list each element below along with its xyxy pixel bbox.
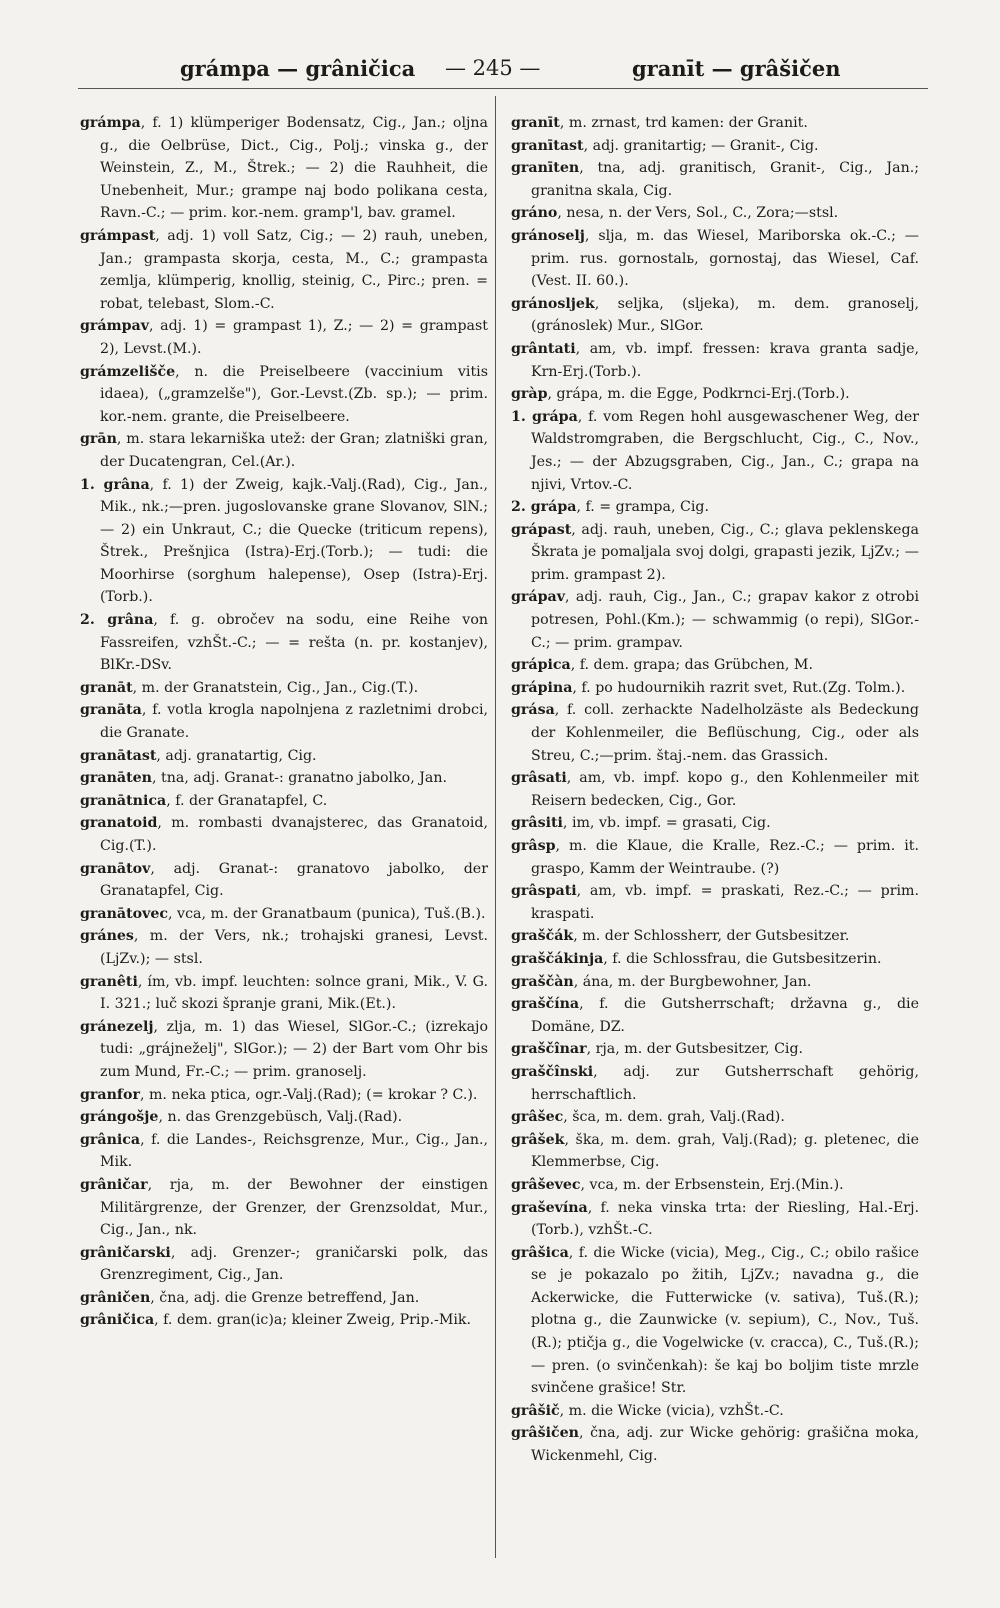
dictionary-entry: [80, 1242, 488, 1287]
entry-headword: gránoselj: [511, 227, 585, 244]
dictionary-entry: [80, 361, 488, 429]
dictionary-entry: [511, 1400, 919, 1423]
entry-body: , adj. 1) voll Satz, Cig.; — 2) rauh, uneben, Jan.; grampasta skorja, cesta, M., C.; grampasta zemlja, klümperig, knollig, steinig, C., Pirc.; pren. = robat, telebast, Slom.-C.: [100, 227, 488, 312]
dictionary-entry: [511, 677, 919, 700]
entry-body: , f. die Wicke (vicia), Meg., Cig., C.; obilo rašice se je pokazalo po žitih, LjZv.; navadna g., die Ackerwicke, die Futterwicke (v. sativa), Tuš.(R.); plotna g., die Zaunwicke (v. sepium), C., Nov., Tuš.(R.); ptičja g., die Vogelwicke (v. cracca), C., Tuš.(R.); — pren. (o svinčenkah): še kaj bo boljim tiste mrzle svinčene grašice! Str.: [531, 1244, 919, 1397]
entry-headword: gránosljek: [511, 295, 595, 312]
entry-headword: grápina: [511, 679, 573, 696]
entry-body: , f. coll. zerhackte Nadelholzäste als Bedeckung der Kohlenmeiler, die Beflüschung, Cig., oder als Streu, C.;—prim. štaj.-nem. das Grassich.: [531, 702, 919, 764]
dictionary-entry: [511, 699, 919, 767]
entry-headword: graščînski: [511, 1063, 594, 1080]
entry-body: , m. der Vers, nk.; trohajski granesi, Levst.(LjZv.); — stsl.: [100, 928, 488, 967]
entry-body: , adj. granitartig; — Granit-, Cig.: [583, 137, 819, 154]
entry-headword: grâševec: [511, 1176, 581, 1193]
entry-headword: granāta: [80, 702, 142, 719]
entry-headword: graščàn: [511, 973, 574, 990]
dictionary-entry: [511, 880, 919, 925]
dictionary-entry: [80, 1287, 488, 1310]
entry-headword: grâšek: [511, 1131, 565, 1148]
entry-headword: 2. grâna: [80, 612, 154, 629]
dictionary-entry: [511, 1174, 919, 1197]
entry-body: , am, vb. impf. kopo g., den Kohlenmeiler mit Reisern bedecken, Cig., Gor.: [531, 770, 919, 809]
entry-body: , im, vb. impf. = grasati, Cig.: [562, 815, 771, 832]
dictionary-entry: [511, 586, 919, 654]
entry-body: , nesa, n. der Vers, Sol., C., Zora;—stsl.: [557, 205, 839, 222]
dictionary-entry: [80, 1174, 488, 1242]
dictionary-entry: [80, 428, 488, 473]
entry-headword: grámpa: [80, 115, 141, 131]
entry-body: , f. der Granatapfel, C.: [166, 792, 328, 809]
dictionary-entry: [80, 971, 488, 1016]
dictionary-entry: [80, 745, 488, 768]
dictionary-entry: [80, 677, 488, 700]
entry-headword: grâsati: [511, 770, 567, 787]
entry-headword: 2. grápa: [511, 499, 577, 516]
entry-body: , m. zrnast, trd kamen: der Granit.: [559, 115, 808, 131]
dictionary-entry: [80, 790, 488, 813]
entry-body: , f. dem. grapa; das Grübchen, M.: [570, 657, 813, 674]
entry-body: , f. 1) der Zweig, kajk.-Valj.(Rad), Cig., Jan., Mik., nk.;—pren. jugoslovanske grane Slovanov, SlN.; — 2) ein Unkraut, C.; die Quecke (triticum repens), Štrek., Prešnjica (Istra)-Erj.(Torb.); — tudi: die Moorhirse (sorghum halepense), Osep (Istra)-Erj.(Torb.).: [100, 476, 488, 606]
entry-body: , adj. Grenzer-; graničarski polk, das Grenzregiment, Cig., Jan.: [100, 1244, 488, 1284]
dictionary-entry: [511, 496, 919, 519]
entry-headword: 1. grápa: [511, 408, 578, 425]
entry-body: , slja, m. das Wiesel, Mariborska ok.-C.; — prim. rus. gornostalь, gornostaj, das Wiesel, Caf.(Vest. II. 60.).: [531, 227, 919, 290]
entry-body: , zlja, m. 1) das Wiesel, SlGor.-C.; (izrekajo tudi: „grájneželj", SlGor.); — 2) der Bart vom Ohr bis zum Mund, Fr.-C.; — prim. granoselj.: [100, 1018, 488, 1080]
entry-body: , f. neka vinska trta: der Riesling, Hal.-Erj.(Torb.), vzhŠt.-C.: [531, 1199, 919, 1239]
dictionary-entry: [511, 157, 919, 202]
dictionary-entry: [511, 925, 919, 948]
entry-body: , adj. zur Gutsherrschaft gehörig, herrschaftlich.: [531, 1063, 919, 1103]
entry-body: , seljka, (sljeka), m. dem. granoselj, (gránoslek) Mur., SlGor.: [531, 295, 919, 335]
entry-body: , adj. Granat-: granatovo jabolko, der Granatapfel, Cig.: [100, 860, 488, 900]
entry-body: , rja, m. der Bewohner der einstigen Militärgrenze, der Grenzer, der Grenzsoldat, Mur., Cig., Jan., nk.: [100, 1176, 488, 1239]
entry-headword: graševína: [511, 1199, 588, 1216]
entry-headword: grâničica: [80, 1312, 155, 1329]
entry-headword: grámzelišče: [80, 363, 176, 380]
entry-body: , am, vb. impf. = praskati, Rez.-C.; — prim. kraspati.: [531, 883, 919, 922]
dictionary-entry: [80, 699, 488, 744]
dictionary-entry: [80, 315, 488, 360]
entry-body: , m. die Wicke (vicia), vzhŠt.-C.: [559, 1402, 784, 1419]
entry-body: , rja, m. der Gutsbesitzer, Cig.: [586, 1041, 804, 1058]
dictionary-entry: [80, 903, 488, 926]
entry-headword: granfor: [80, 1086, 140, 1103]
dictionary-entry: [511, 293, 919, 338]
entry-body: , adj. granatartig, Cig.: [156, 747, 317, 764]
entry-headword: grâšičen: [511, 1425, 579, 1442]
entry-headword: gránezelj: [80, 1018, 154, 1035]
dictionary-entry: [511, 338, 919, 383]
entry-body: , tna, adj. granitisch, Granit-, Cig., Jan.; granitna skala, Cig.: [531, 160, 919, 199]
entry-body: , n. das Grenzgebüsch, Valj.(Rad).: [158, 1109, 403, 1126]
entry-headword: granītast: [511, 137, 584, 154]
entry-body: , čna, adj. die Grenze betreffend, Jan.: [150, 1289, 420, 1306]
dictionary-entry: [80, 112, 488, 225]
header-rule: [78, 88, 928, 89]
column-divider: [495, 96, 496, 1558]
dictionary-entry: [511, 1106, 919, 1129]
entry-headword: grámpav: [80, 318, 149, 335]
page-header: [0, 48, 1000, 88]
entry-headword: grása: [511, 702, 555, 719]
right-column: [511, 112, 919, 1468]
entry-headword: grâšec: [511, 1109, 564, 1126]
entry-body: , vca, m. der Granatbaum (punica), Tuš.(B.).: [168, 905, 486, 922]
dictionary-entry: [80, 812, 488, 857]
entry-headword: grâničar: [80, 1176, 148, 1193]
entry-body: , m. der Granatstein, Cig., Jan., Cig.(T.).: [132, 679, 419, 696]
dictionary-entry: [511, 1038, 919, 1061]
entry-body: , f. dem. gran(ic)a; kleiner Zweig, Prip.-Mik.: [154, 1312, 472, 1329]
entry-body: , adj. rauh, uneben, Cig., C.; glava peklenskega Škrata je pomaljala svoj dolgi, grapasti jezik, LjZv.; — prim. grampast 2).: [531, 521, 919, 583]
entry-headword: gráno: [511, 205, 558, 222]
entry-body: , m. neka ptica, ogr.-Valj.(Rad); (= krokar ? C.).: [139, 1086, 478, 1103]
entry-body: , m. der Schlossherr, der Gutsbesitzer.: [573, 928, 850, 945]
dictionary-entry: [511, 993, 919, 1038]
entry-body: , f. g. obročev na sodu, eine Reihe von Fassreifen, vzhŠt.-C.; — = rešta (n. pr. kostanjev), BlKr.-DSv.: [100, 612, 488, 674]
dictionary-entry: [511, 1422, 919, 1467]
entry-body: , m. die Klaue, die Kralle, Rez.-C.; — prim. it. graspo, Kamm der Weintraube. (?): [531, 838, 919, 877]
dictionary-entry: [511, 202, 919, 225]
dictionary-entry: [511, 1242, 919, 1400]
entry-headword: granêti: [80, 973, 138, 990]
entry-headword: grápav: [511, 589, 565, 606]
entry-headword: graščína: [511, 996, 580, 1013]
entry-headword: graščák: [511, 928, 574, 945]
entry-headword: 1. grâna: [80, 476, 150, 493]
entry-body: , n. die Preiselbeere (vaccinium vitis idaea), („gramzelše"), Gor.-Levst.(Zb. sp.); — prim. kor.-nem. grante, die Preiselbeere.: [100, 363, 488, 425]
entry-headword: grâšič: [511, 1402, 560, 1419]
dictionary-entry: [511, 1197, 919, 1242]
entry-headword: grâsp: [511, 838, 556, 854]
entry-headword: grâničen: [80, 1289, 151, 1306]
entry-headword: grápast: [511, 521, 572, 538]
dictionary-entry: [511, 135, 919, 158]
entry-headword: granīt: [511, 115, 560, 131]
entry-headword: grâšica: [511, 1244, 569, 1261]
entry-body: , čna, adj. zur Wicke gehörig: grašična moka, Wickenmehl, Cig.: [531, 1425, 919, 1465]
entry-body: , adj. 1) = grampast 1), Z.; — 2) = grampast 2), Levst.(M.).: [100, 318, 488, 357]
page-number: — 245 —: [445, 56, 541, 80]
entry-body: , ška, m. dem. grah, Valj.(Rad); g. pletenec, die Klemmerbse, Cig.: [531, 1131, 919, 1171]
entry-body: , ána, m. der Burgbewohner, Jan.: [573, 973, 812, 990]
entry-headword: granatoid: [80, 815, 158, 832]
header-right-guide: granīt — grâšičen: [632, 56, 841, 81]
entry-headword: grâničarski: [80, 1244, 171, 1261]
entry-headword: granāten: [80, 770, 152, 787]
dictionary-entry: [80, 1016, 488, 1084]
dictionary-entry: [80, 925, 488, 970]
dictionary-entry: [511, 112, 919, 135]
dictionary-entry: [511, 1129, 919, 1174]
entry-headword: grān: [80, 431, 117, 448]
entry-headword: grámpast: [80, 227, 156, 244]
entry-body: , tna, adj. Granat-: granatno jabolko, Jan.: [152, 770, 448, 787]
left-column: [80, 112, 488, 1332]
entry-body: , vca, m. der Erbsenstein, Erj.(Min.).: [580, 1176, 844, 1193]
entry-headword: grântati: [511, 340, 576, 357]
entry-headword: granātast: [80, 747, 157, 764]
dictionary-entry: [511, 1061, 919, 1106]
header-left-guide: grámpa — grâničica: [180, 56, 416, 81]
entry-headword: graščákinja: [511, 950, 604, 967]
dictionary-entry: [80, 225, 488, 315]
dictionary-entry: [80, 474, 488, 610]
entry-headword: granāt: [80, 679, 133, 696]
dictionary-entry: [511, 406, 919, 496]
entry-body: , m. rombasti dvanajsterec, das Granatoid, Cig.(T.).: [100, 815, 488, 854]
entry-headword: gránes: [80, 928, 134, 945]
entry-body: , f. 1) klümperiger Bodensatz, Cig., Jan.; oljna g., die Oelbrüse, Dict., Cig., Polj.; vinska g., der Weinstein, Z., M., Štrek.; — 2) die Rauhheit, die Unebenheit, Mur.; grampe naj bodo polikana cesta, Ravn.-C.; — prim. kor.-nem. gramp'l, bav. gramel.: [100, 115, 488, 222]
dictionary-entry: [511, 383, 919, 406]
entry-headword: granātnica: [80, 792, 167, 809]
dictionary-entry: [511, 225, 919, 293]
dictionary-entry: [511, 519, 919, 587]
dictionary-entry: [511, 835, 919, 880]
entry-body: , f. = grampa, Cig.: [576, 499, 709, 516]
entry-body: , am, vb. impf. fressen: krava granta sadje, Krn-Erj.(Torb.).: [531, 340, 919, 380]
entry-body: , f. vom Regen hohl ausgewaschener Weg, der Waldstromgraben, die Bergschlucht, Cig., C., Nov., Jes.; — der Abzugsgraben, Cig., Jan., C.; grapa na njivi, Vrtov.-C.: [531, 408, 919, 493]
dictionary-entry: [80, 858, 488, 903]
entry-body: , ím, vb. impf. leuchten: solnce grani, Mik., V. G. I. 321.; luč skozi špranje grani, Mik.(Et.).: [100, 973, 488, 1013]
dictionary-entry: [80, 1106, 488, 1129]
entry-headword: grâspati: [511, 883, 577, 900]
dictionary-entry: [80, 767, 488, 790]
dictionary-entry: [511, 948, 919, 971]
entry-body: , f. votla krogla napolnjena z razletnimi drobci, die Granate.: [100, 702, 488, 742]
entry-headword: grángošje: [80, 1109, 159, 1126]
dictionary-entry: [80, 1309, 488, 1332]
dictionary-entry: [511, 971, 919, 994]
entry-headword: granātov: [80, 860, 151, 877]
entry-headword: graščînar: [511, 1041, 587, 1058]
entry-body: , m. stara lekarniška utež: der Gran; zlatniški gran, der Ducatengran, Cel.(Ar.).: [100, 431, 488, 470]
entry-headword: granātovec: [80, 905, 169, 922]
entry-body: , f. po hudournikih razrit svet, Rut.(Zg. Tolm.).: [572, 679, 906, 696]
dictionary-entry: [80, 1084, 488, 1107]
entry-body: , f. die Landes-, Reichsgrenze, Mur., Cig., Jan., Mik.: [100, 1131, 488, 1171]
entry-headword: gràp: [511, 386, 548, 403]
dictionary-entry: [80, 609, 488, 677]
entry-body: , f. die Schlossfrau, die Gutsbesitzerin.: [603, 950, 882, 967]
entry-body: , grápa, m. die Egge, Podkrnci-Erj.(Torb.).: [547, 386, 850, 403]
dictionary-entry: [511, 654, 919, 677]
dictionary-entry: [511, 767, 919, 812]
entry-headword: grâsiti: [511, 815, 563, 832]
entry-headword: grápica: [511, 657, 571, 674]
entry-body: , f. die Gutsherrschaft; državna g., die Domäne, DZ.: [531, 996, 919, 1035]
entry-body: , šca, m. dem. grah, Valj.(Rad).: [563, 1109, 785, 1126]
dictionary-entry: [80, 1129, 488, 1174]
entry-body: , adj. rauh, Cig., Jan., C.; grapav kakor z otrobi potresen, Pohl.(Km.); — schwammig (o repi), SlGor.-C.; — prim. grampav.: [531, 589, 919, 651]
entry-headword: grânica: [80, 1131, 141, 1148]
dictionary-entry: [511, 812, 919, 835]
entry-headword: granīten: [511, 160, 580, 177]
